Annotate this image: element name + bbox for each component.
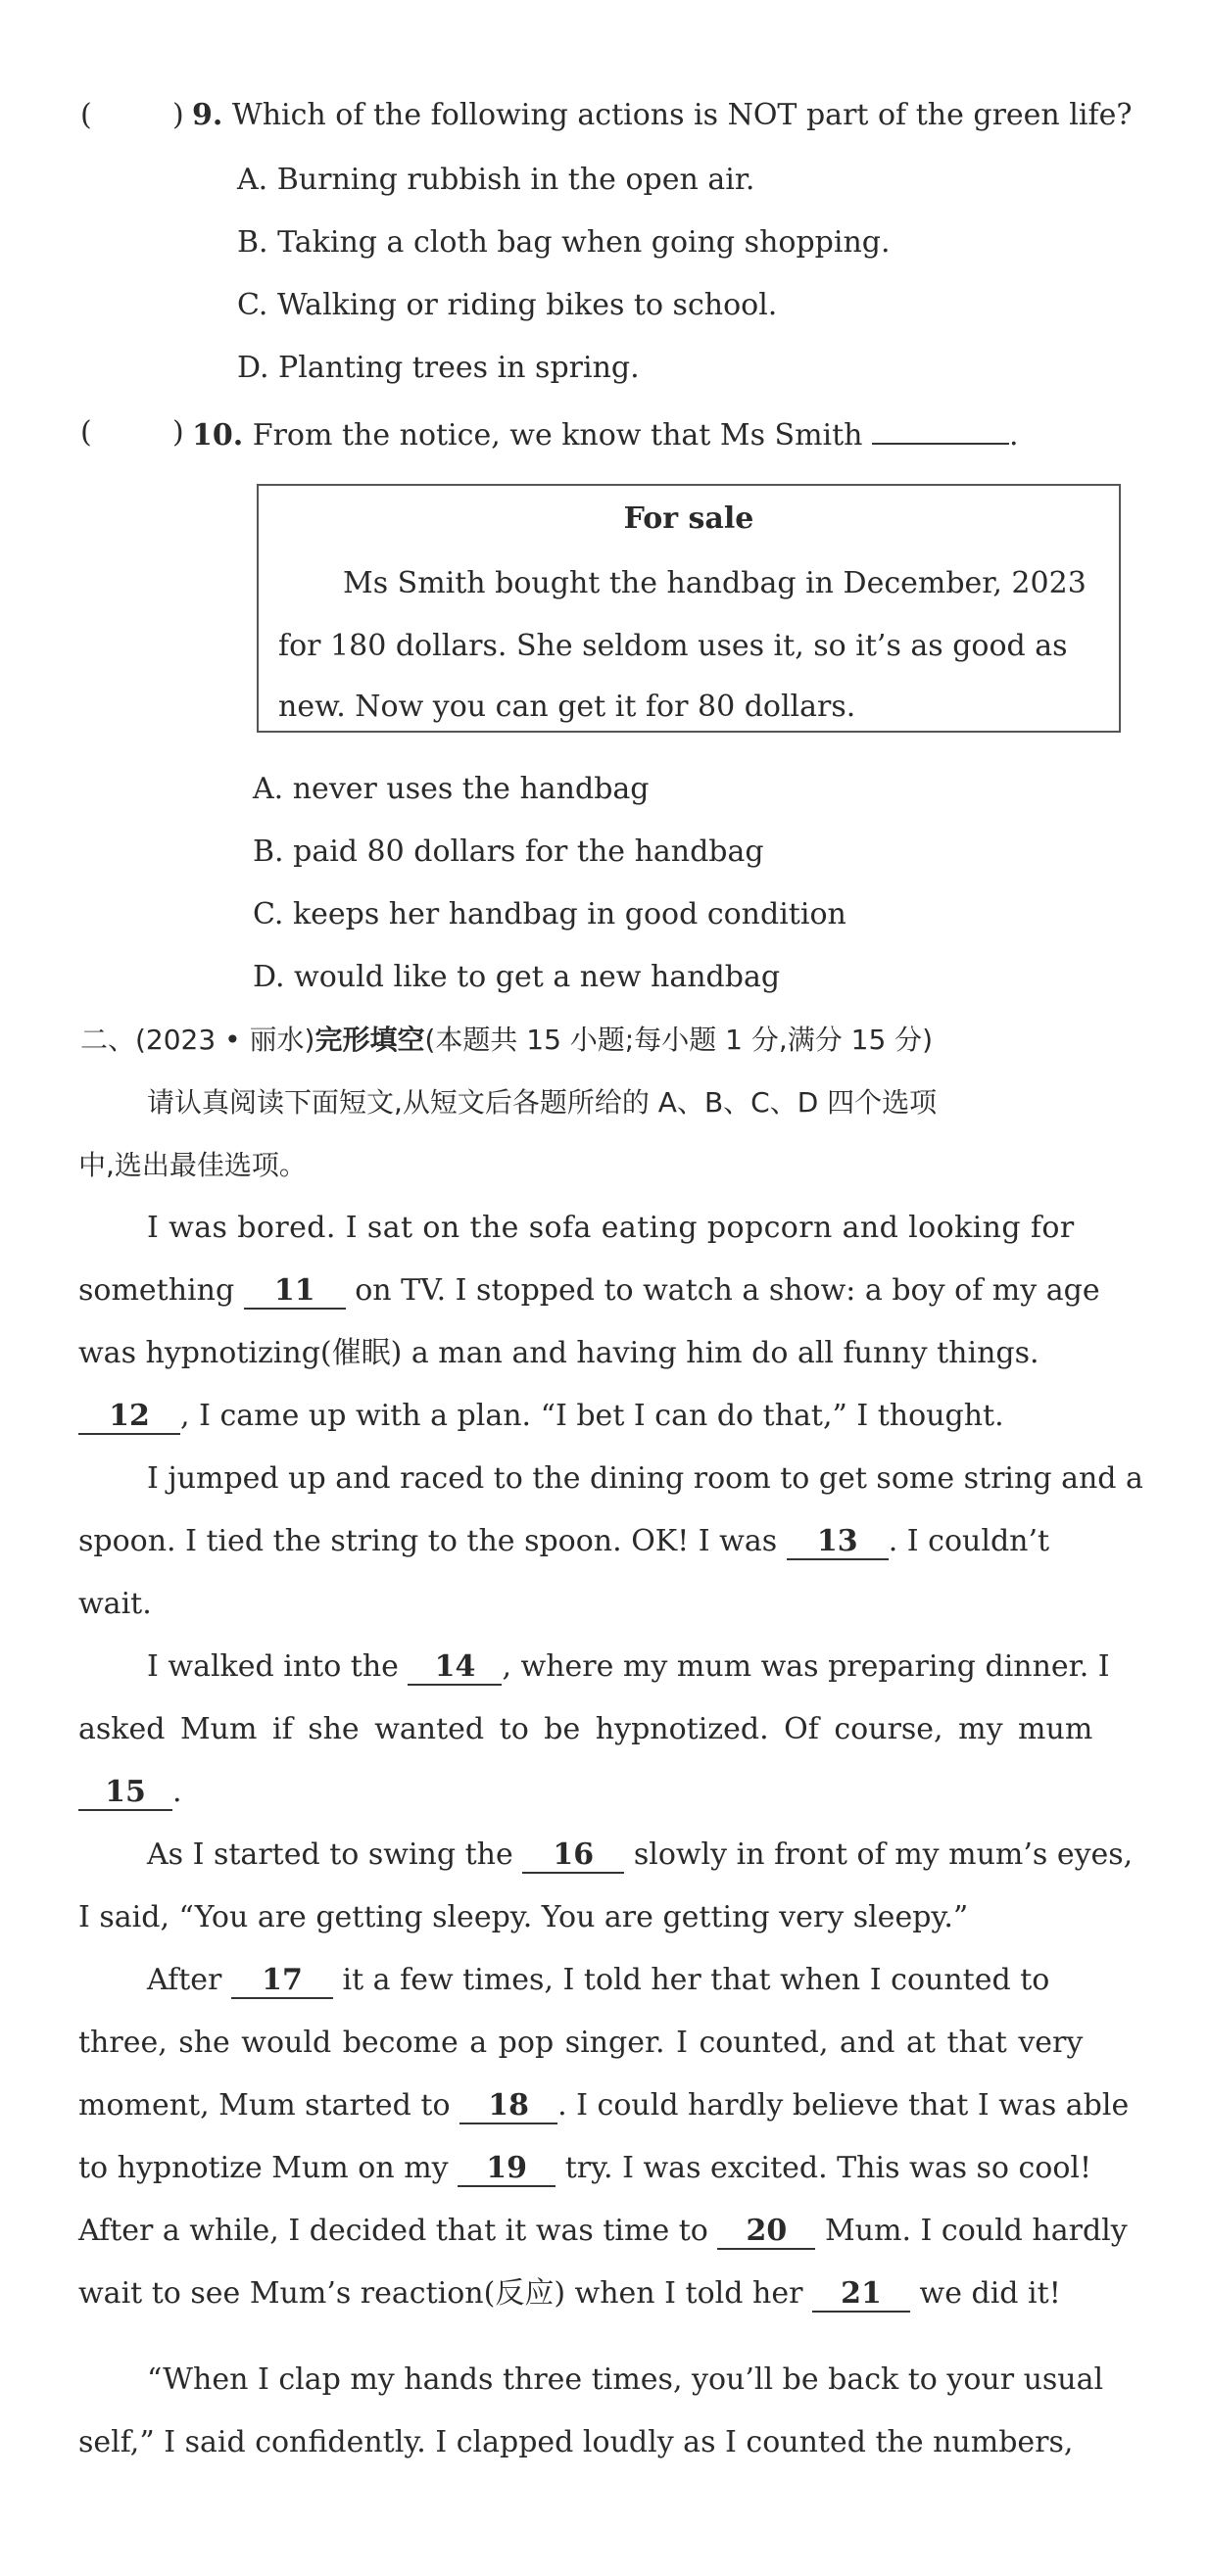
- notice-line-1: Ms Smith bought the handbag in December, 2023: [343, 566, 1087, 600]
- q9-answer-paren-open[interactable]: (: [80, 98, 92, 132]
- passage-text: spoon. I tied the string to the spoon. OK! I was: [78, 1524, 778, 1558]
- passage-text: After: [147, 1963, 222, 1997]
- blank-12[interactable]: 12: [78, 1400, 180, 1435]
- passage-line-20: self,” I said confidently. I clapped loudly as I counted the numbers,: [78, 2425, 1074, 2459]
- passage-text: wait to see Mum’s reaction(反应) when I told her: [78, 2276, 803, 2311]
- passage-line-16: [78, 2149, 1091, 2188]
- notice-box: [257, 484, 1121, 733]
- q10-answer-paren-open[interactable]: (: [80, 415, 92, 450]
- passage-text: As I started to swing the: [147, 1837, 513, 1872]
- passage-line-15: [78, 2086, 1129, 2125]
- passage-line-13: [147, 1961, 1049, 2000]
- q10-stem: [192, 413, 1019, 455]
- q10-number: 10.: [192, 418, 244, 453]
- q9-option-d: D. Planting trees in spring.: [237, 351, 640, 385]
- section2-instruction-1: 请认真阅读下面短文,从短文后各题所给的 A、B、C、D 四个选项: [147, 1086, 938, 1119]
- q9-number: 9.: [192, 98, 223, 132]
- q9-answer-paren-close: ): [172, 98, 184, 132]
- passage-text: After a while, I decided that it was time to: [78, 2214, 708, 2248]
- q9-option-c: C. Walking or riding bikes to school.: [237, 288, 778, 322]
- passage-line-7: wait.: [78, 1587, 152, 1621]
- passage-text: we did it!: [919, 2276, 1061, 2311]
- notice-line-2: for 180 dollars. She seldom uses it, so it’s as good as: [278, 629, 1068, 663]
- passage-text: something: [78, 1273, 235, 1308]
- blank-19[interactable]: 19: [458, 2152, 556, 2187]
- section2-instruction-2: 中,选出最佳选项。: [78, 1149, 307, 1181]
- blank-18[interactable]: 18: [459, 2089, 557, 2124]
- blank-13[interactable]: 13: [787, 1525, 889, 1560]
- passage-line-1: I was bored. I sat on the sofa eating popcorn and looking for: [147, 1211, 1075, 1245]
- passage-line-9: asked Mum if she wanted to be hypnotized. Of course, my mum: [78, 1712, 1093, 1746]
- passage-line-18: [78, 2274, 1061, 2314]
- q10-stem-text: From the notice, we know that Ms Smith: [252, 418, 863, 453]
- q10-blank[interactable]: [872, 413, 1009, 445]
- section2-title: 完形填空: [314, 1024, 425, 1056]
- passage-text: . I could hardly believe that I was able: [557, 2088, 1130, 2123]
- passage-text: it a few times, I told her that when I counted to: [342, 1963, 1050, 1997]
- q10-answer-paren-close: ): [172, 415, 184, 450]
- blank-14[interactable]: 14: [408, 1650, 502, 1686]
- q10-stem-end: .: [1009, 418, 1019, 453]
- passage-text: .: [172, 1775, 182, 1809]
- passage-line-8: [147, 1647, 1110, 1687]
- passage-line-4: [78, 1397, 1004, 1436]
- passage-line-12: I said, “You are getting sleepy. You are getting very sleepy.”: [78, 1900, 969, 1934]
- passage-line-3: was hypnotizing(催眠) a man and having him do all funny things.: [78, 1336, 1039, 1370]
- passage-text: Mum. I could hardly: [824, 2214, 1128, 2248]
- blank-11[interactable]: 11: [244, 1274, 346, 1310]
- passage-line-19: “When I clap my hands three times, you’ll be back to your usual: [147, 2362, 1104, 2397]
- passage-line-14: three, she would become a pop singer. I counted, and at that very: [78, 2026, 1084, 2060]
- passage-line-2: [78, 1271, 1100, 1311]
- q10-option-b: B. paid 80 dollars for the handbag: [253, 835, 764, 869]
- passage-text: moment, Mum started to: [78, 2088, 451, 2123]
- passage-text: to hypnotize Mum on my: [78, 2151, 449, 2185]
- passage-text: on TV. I stopped to watch a show: a boy of my age: [355, 1273, 1100, 1308]
- passage-text: , I came up with a plan. “I bet I can do that,” I thought.: [180, 1399, 1004, 1433]
- section2-note: (本题共 15 小题;每小题 1 分,满分 15 分): [424, 1024, 934, 1056]
- section2-heading: [80, 1021, 933, 1060]
- passage-text: try. I was excited. This was so cool!: [564, 2151, 1092, 2185]
- q10-option-a: A. never uses the handbag: [253, 772, 650, 806]
- blank-15[interactable]: 15: [78, 1776, 172, 1811]
- passage-line-10: [78, 1773, 182, 1812]
- q9-option-b: B. Taking a cloth bag when going shopping.: [237, 225, 891, 260]
- blank-20[interactable]: 20: [717, 2215, 815, 2250]
- passage-text: slowly in front of my mum’s eyes,: [633, 1837, 1134, 1872]
- passage-line-6: [78, 1522, 1049, 1561]
- q9-option-a: A. Burning rubbish in the open air.: [237, 163, 755, 197]
- q9-stem: [192, 96, 1132, 135]
- passage-text: , where my mum was preparing dinner. I: [502, 1649, 1110, 1684]
- passage-text: . I couldn’t: [888, 1524, 1050, 1558]
- blank-21[interactable]: 21: [812, 2277, 910, 2313]
- notice-title: For sale: [623, 501, 754, 536]
- section2-prefix: 二、(2023 • 丽水): [80, 1024, 315, 1056]
- q10-option-d: D. would like to get a new handbag: [253, 960, 781, 994]
- q9-stem-text: Which of the following actions is NOT part of the green life?: [231, 98, 1133, 132]
- passage-line-11: [147, 1836, 1133, 1875]
- notice-line-3: new. Now you can get it for 80 dollars.: [278, 690, 856, 724]
- blank-17[interactable]: 17: [231, 1964, 333, 1999]
- passage-text: I walked into the: [147, 1649, 399, 1684]
- blank-16[interactable]: 16: [522, 1838, 624, 1874]
- passage-line-5: I jumped up and raced to the dining room to get some string and a: [147, 1461, 1143, 1496]
- passage-line-17: [78, 2212, 1128, 2251]
- q10-option-c: C. keeps her handbag in good condition: [253, 897, 846, 931]
